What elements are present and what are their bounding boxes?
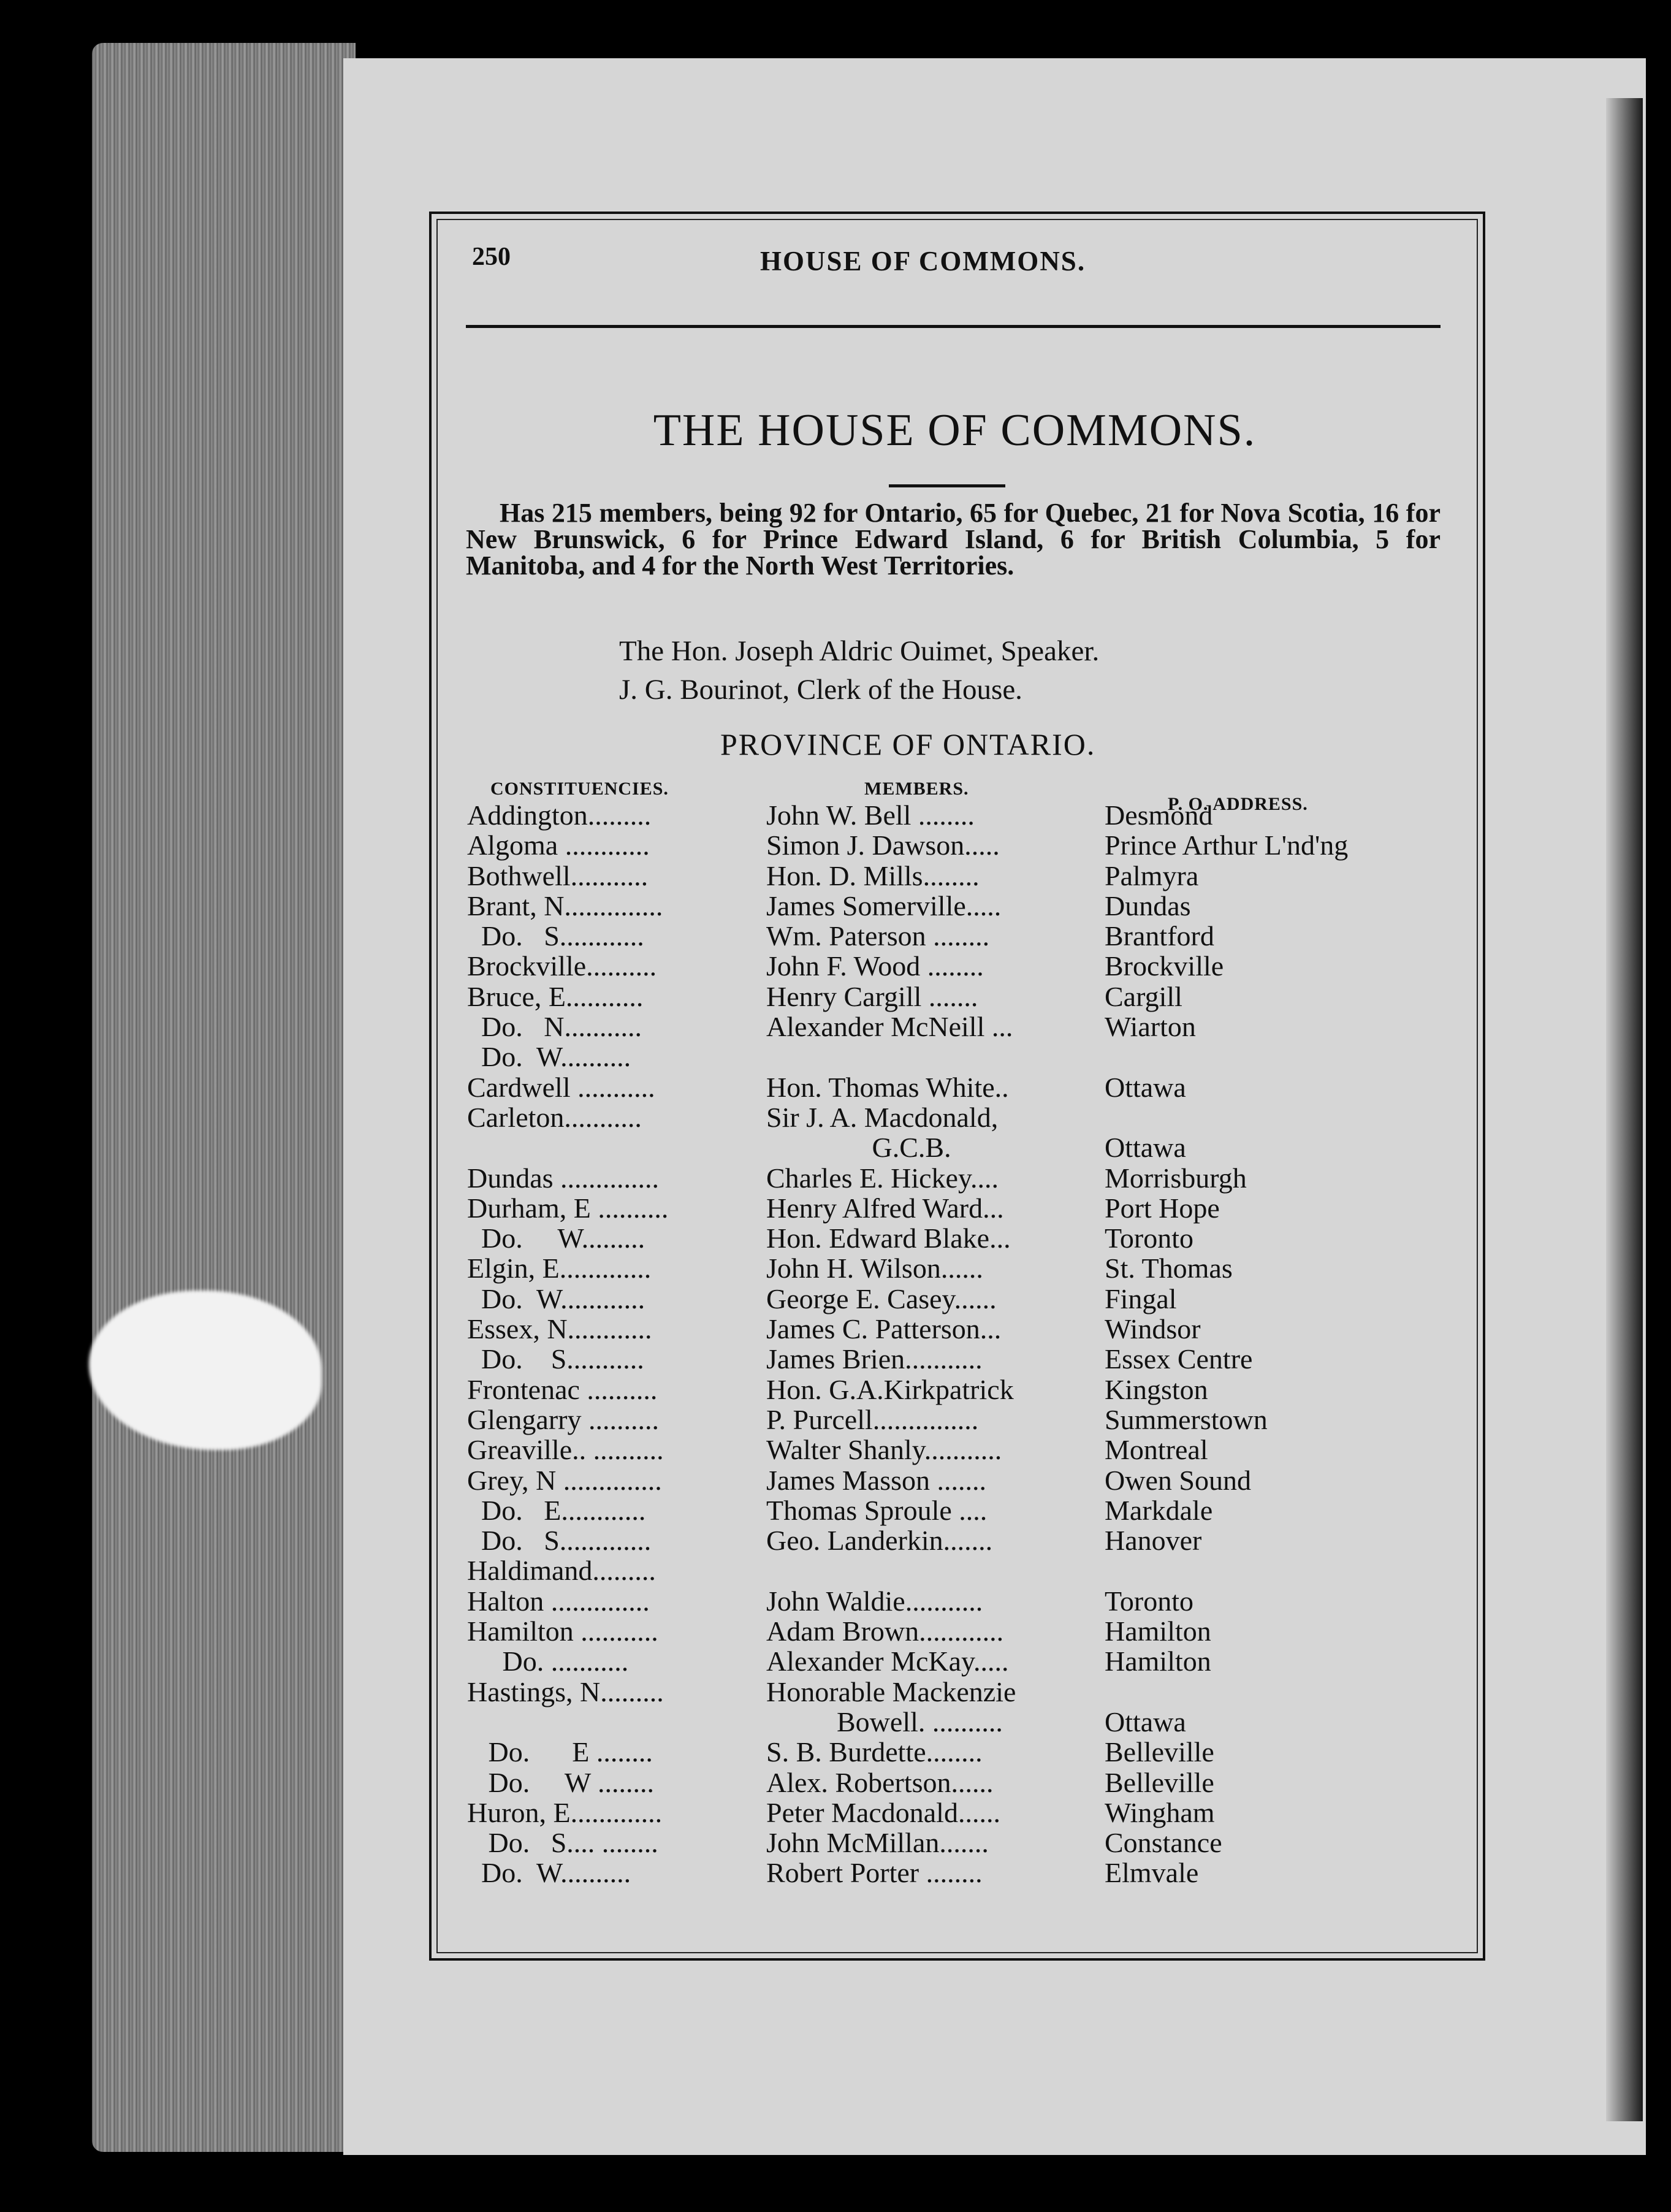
page-title: THE HOUSE OF COMMONS. bbox=[653, 405, 1257, 456]
column-header-constituencies: CONSTITUENCIES. bbox=[490, 779, 669, 799]
constituency-cell: Algoma ............ bbox=[467, 830, 650, 861]
member-cell: Sir J. A. Macdonald, bbox=[766, 1101, 999, 1133]
constituency-cell: Do. ........... bbox=[467, 1646, 629, 1677]
table-row bbox=[467, 1193, 1448, 1223]
constituency-cell: Do. W.......... bbox=[467, 1857, 631, 1889]
constituency-cell: Do. E............ bbox=[467, 1494, 646, 1526]
constituency-cell: Do. S........... bbox=[467, 1343, 644, 1375]
member-cell: John Waldie........... bbox=[766, 1585, 983, 1617]
constituency-cell: Dundas .............. bbox=[467, 1162, 660, 1194]
running-head: HOUSE OF COMMONS. bbox=[760, 246, 1086, 276]
address-cell: Prince Arthur L'nd'ng bbox=[1105, 830, 1349, 861]
table-row bbox=[467, 1042, 1448, 1072]
constituency-cell: Do. S.... ........ bbox=[467, 1827, 658, 1859]
constituency-cell: Do. N........... bbox=[467, 1011, 642, 1043]
table-row bbox=[467, 1495, 1448, 1525]
member-cell: Geo. Landerkin....... bbox=[766, 1525, 993, 1557]
constituency-cell: Do. W......... bbox=[467, 1222, 645, 1254]
constituency-cell: Elgin, E............. bbox=[467, 1253, 652, 1284]
address-cell: Desmond bbox=[1105, 799, 1213, 831]
page-gutter-shadow bbox=[1606, 98, 1643, 2121]
constituency-cell: Do. E ........ bbox=[467, 1736, 653, 1768]
members-table bbox=[467, 800, 1448, 1888]
address-cell: Montreal bbox=[1105, 1434, 1208, 1466]
address-cell: Toronto bbox=[1105, 1222, 1193, 1254]
book-page-edges bbox=[92, 43, 356, 2152]
table-row bbox=[467, 1102, 1448, 1132]
member-cell: James C. Patterson... bbox=[766, 1313, 1002, 1345]
member-cell: Henry Cargill ....... bbox=[766, 980, 978, 1012]
member-cell: Alexander McKay..... bbox=[766, 1646, 1009, 1677]
constituency-cell: Hastings, N......... bbox=[467, 1676, 664, 1707]
constituency-cell: Haldimand......... bbox=[467, 1555, 656, 1587]
table-row bbox=[467, 1314, 1448, 1344]
address-cell: Constance bbox=[1105, 1827, 1222, 1859]
table-row bbox=[467, 1828, 1448, 1858]
table-row bbox=[467, 1405, 1448, 1435]
column-header-members: MEMBERS. bbox=[864, 779, 969, 799]
address-cell: Essex Centre bbox=[1105, 1343, 1253, 1375]
constituency-cell: Greaville.. .......... bbox=[467, 1434, 664, 1466]
table-row bbox=[467, 1132, 1448, 1162]
constituency-cell: Hamilton ........... bbox=[467, 1615, 658, 1647]
member-cell: James Somerville..... bbox=[766, 890, 1002, 921]
member-cell: John H. Wilson...... bbox=[766, 1253, 983, 1284]
address-cell: Dundas bbox=[1105, 890, 1191, 921]
member-cell: Simon J. Dawson..... bbox=[766, 830, 1000, 861]
member-cell: George E. Casey...... bbox=[766, 1283, 997, 1314]
member-cell: Robert Porter ........ bbox=[766, 1857, 983, 1889]
table-row bbox=[467, 1616, 1448, 1646]
member-cell: Honorable Mackenzie bbox=[766, 1676, 1016, 1707]
table-row bbox=[467, 921, 1448, 951]
address-cell: Brockville bbox=[1105, 950, 1224, 982]
constituency-cell: Essex, N............ bbox=[467, 1313, 652, 1345]
address-cell: Ottawa bbox=[1105, 1706, 1186, 1737]
constituency-cell: Frontenac .......... bbox=[467, 1373, 658, 1405]
member-cell: Thomas Sproule .... bbox=[766, 1494, 988, 1526]
member-cell: Peter Macdonald...... bbox=[766, 1796, 1000, 1828]
table-row bbox=[467, 1012, 1448, 1042]
table-row bbox=[467, 1737, 1448, 1767]
address-cell: Windsor bbox=[1105, 1313, 1201, 1345]
member-cell: James Brien........... bbox=[766, 1343, 983, 1375]
table-row bbox=[467, 1465, 1448, 1495]
constituency-cell: Brockville.......... bbox=[467, 950, 657, 982]
address-cell: Ottawa bbox=[1105, 1132, 1186, 1164]
member-cell: G.C.B. bbox=[766, 1132, 951, 1164]
address-cell: Hamilton bbox=[1105, 1615, 1211, 1647]
address-cell: Toronto bbox=[1105, 1585, 1193, 1617]
table-row bbox=[467, 1435, 1448, 1465]
address-cell: Hamilton bbox=[1105, 1646, 1211, 1677]
member-cell: Alex. Robertson...... bbox=[766, 1766, 994, 1798]
address-cell: Hanover bbox=[1105, 1525, 1202, 1557]
member-cell: S. B. Burdette........ bbox=[766, 1736, 983, 1768]
address-cell: Kingston bbox=[1105, 1373, 1208, 1405]
constituency-cell: Durham, E .......... bbox=[467, 1192, 669, 1224]
member-cell: Hon. D. Mills........ bbox=[766, 860, 980, 891]
clerk-line: J. G. Bourinot, Clerk of the House. bbox=[619, 674, 1022, 706]
title-rule bbox=[889, 484, 1005, 487]
address-cell: St. Thomas bbox=[1105, 1253, 1233, 1284]
table-row bbox=[467, 1163, 1448, 1193]
member-cell: Henry Alfred Ward... bbox=[766, 1192, 1004, 1224]
table-row bbox=[467, 1798, 1448, 1828]
table-row bbox=[467, 1646, 1448, 1676]
member-cell: John W. Bell ........ bbox=[766, 799, 975, 831]
table-row bbox=[467, 861, 1448, 891]
constituency-cell: Do. S............. bbox=[467, 1525, 652, 1557]
table-row bbox=[467, 951, 1448, 981]
province-heading: PROVINCE OF ONTARIO. bbox=[720, 727, 1096, 761]
table-row bbox=[467, 1253, 1448, 1283]
constituency-cell: Brant, N.............. bbox=[467, 890, 663, 921]
member-cell: James Masson ....... bbox=[766, 1464, 987, 1496]
address-cell: Palmyra bbox=[1105, 860, 1199, 891]
address-cell: Ottawa bbox=[1105, 1071, 1186, 1103]
member-cell: P. Purcell............... bbox=[766, 1403, 979, 1435]
column-header-address: P. O. ADDRESS. bbox=[1168, 794, 1308, 814]
address-cell: Brantford bbox=[1105, 920, 1214, 952]
address-cell: Belleville bbox=[1105, 1766, 1214, 1798]
table-row bbox=[467, 1555, 1448, 1585]
address-cell: Summerstown bbox=[1105, 1403, 1268, 1435]
constituency-cell: Bothwell........... bbox=[467, 860, 649, 891]
address-cell: Fingal bbox=[1105, 1283, 1177, 1314]
member-cell: Charles E. Hickey.... bbox=[766, 1162, 999, 1194]
table-row bbox=[467, 1375, 1448, 1405]
constituency-cell: Addington......... bbox=[467, 799, 652, 831]
header-rule bbox=[466, 325, 1441, 328]
table-row bbox=[467, 1858, 1448, 1888]
constituency-cell: Do. W............ bbox=[467, 1283, 645, 1314]
address-cell: Cargill bbox=[1105, 980, 1182, 1012]
page-number: 250 bbox=[472, 243, 511, 271]
table-row bbox=[467, 1677, 1448, 1707]
member-cell: Alexander McNeill ... bbox=[766, 1011, 1013, 1043]
table-row bbox=[467, 891, 1448, 921]
address-cell: Belleville bbox=[1105, 1736, 1214, 1768]
constituency-cell: Do. W ........ bbox=[467, 1766, 654, 1798]
address-cell: Wingham bbox=[1105, 1796, 1215, 1828]
member-cell: Hon. Edward Blake... bbox=[766, 1222, 1011, 1254]
constituency-cell: Halton .............. bbox=[467, 1585, 650, 1617]
table-row bbox=[467, 982, 1448, 1012]
address-cell: Owen Sound bbox=[1105, 1464, 1251, 1496]
constituency-cell: Grey, N .............. bbox=[467, 1464, 662, 1496]
address-cell: Elmvale bbox=[1105, 1857, 1199, 1889]
constituency-cell: Do. W.......... bbox=[467, 1041, 631, 1073]
table-row bbox=[467, 1707, 1448, 1737]
member-cell: Hon. Thomas White.. bbox=[766, 1071, 1009, 1103]
table-row bbox=[467, 1525, 1448, 1555]
member-cell: Adam Brown............ bbox=[766, 1615, 1004, 1647]
address-cell: Wiarton bbox=[1105, 1011, 1196, 1043]
member-cell: John F. Wood ........ bbox=[766, 950, 984, 982]
table-row bbox=[467, 1223, 1448, 1253]
member-cell: Bowell. .......... bbox=[766, 1706, 1003, 1737]
member-cell: Wm. Paterson ........ bbox=[766, 920, 990, 952]
speaker-line: The Hon. Joseph Aldric Ouimet, Speaker. bbox=[619, 635, 1100, 667]
address-cell: Morrisburgh bbox=[1105, 1162, 1247, 1194]
member-cell: Walter Shanly........... bbox=[766, 1434, 1002, 1466]
table-row bbox=[467, 1344, 1448, 1374]
table-row bbox=[467, 1072, 1448, 1102]
address-cell: Markdale bbox=[1105, 1494, 1213, 1526]
constituency-cell: Glengarry .......... bbox=[467, 1403, 659, 1435]
constituency-cell: Huron, E............. bbox=[467, 1796, 663, 1828]
constituency-cell: Bruce, E........... bbox=[467, 980, 644, 1012]
table-row bbox=[467, 1768, 1448, 1798]
constituency-cell: Cardwell ........... bbox=[467, 1071, 655, 1103]
member-cell: Hon. G.A.Kirkpatrick bbox=[766, 1373, 1014, 1405]
intro-paragraph: Has 215 members, being 92 for Ontario, 65 for Quebec, 21 for Nova Scotia, 16 for New Brunswick, 6 for Prince Edward Island, 6 for British Columbia, 5 for Manitoba, and 4 for the North West Territories. bbox=[466, 498, 1441, 581]
table-row bbox=[467, 800, 1448, 830]
constituency-cell: Carleton........... bbox=[467, 1101, 642, 1133]
address-cell: Port Hope bbox=[1105, 1192, 1220, 1224]
member-cell: John McMillan....... bbox=[766, 1827, 989, 1859]
table-row bbox=[467, 1586, 1448, 1616]
table-row bbox=[467, 1284, 1448, 1314]
table-row bbox=[467, 830, 1448, 860]
constituency-cell: Do. S............ bbox=[467, 920, 644, 952]
